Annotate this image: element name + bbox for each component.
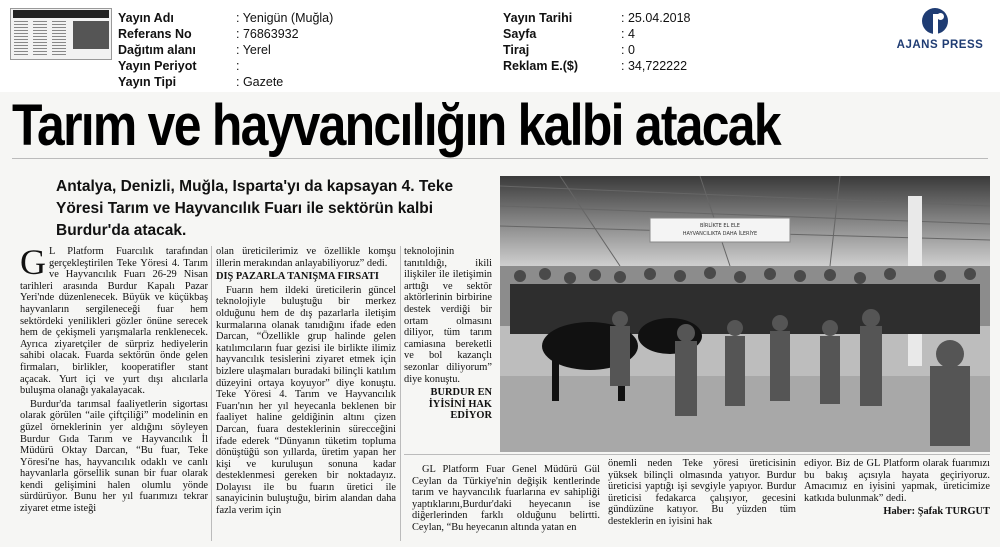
meta-row: Referans No : 76863932 xyxy=(118,27,299,41)
meta-row: Reklam E.($) : 34,722222 xyxy=(503,59,688,73)
article-bottom-column-1 xyxy=(412,464,600,534)
paragraph: Fuarın hem ildeki üreticilerin güncel teknolojiyle buluştuğu bir merkez olduğunu hem de dış pazarlarla iletişim kurmalarına olanak tanıdığını ifade eden Darcan, “Özellikle grup halinde gelen katılımcıların fuar gezisi ile birlikte ilimiz hayvancılık tesislerini ziyaret etmek için bizlere ulaşmaları buradaki bilinçli katılım düzeyini ortaya koyuyor” diye konuştu. Teke Yöresi 4. Tarım ve Hayvancılık Fuarı'nın her yıl heyecanla beklenen bir faaliyet haline geldiğinin altını çizen Darcan, fuara desteklerinin sürecceğini ifade ederek “Dünyanın tüketim topluma dönüştüğü son yıllarda, üretim yapan her kişi ve kuruluşun sonuna kadar desteklenmesi gereken bir noktadayız. Dolayısı ile bu fuarın üretici ile sanayicinin buluştuğu, birim alandan daha fazla verim için xyxy=(216,284,396,517)
meta-row: Yayın Tarihi : 25.04.2018 xyxy=(503,11,691,25)
meta-row: Sayfa : 4 xyxy=(503,27,635,41)
fair-photo[interactable] xyxy=(500,176,990,452)
paragraph: olan üreticilerimiz ve özellikle komşu illerin merakından anlayabiliyoruz” dedi. xyxy=(216,246,396,269)
logo-mark-icon xyxy=(922,8,948,34)
divider xyxy=(404,454,990,455)
paragraph: ediyor. Biz de GL Platform olarak fuarımızı bu bakış açısıyla hayata geçiriyoruz. Amacımız en iyisini yapmak, üreticimize katkıda bulunmak” dedi. xyxy=(804,458,990,504)
paragraph: teknolojinin tanıtıldığı, ikili ilişkiler ile iletişimin arttığı ve sektör aktörlerinin birbirine destek verdiği bir ortam olmasını diliyor, tüm tarım camiasına bereketli ve bol kazançlı sezonlar diliyorum” diye konuştu. xyxy=(404,246,492,385)
subheading: DIŞ PAZARLA TANIŞMA FIRSATI xyxy=(216,271,379,283)
divider xyxy=(12,158,988,159)
livestock-crowd-image xyxy=(500,176,990,452)
meta-row: Yayın Periyot : xyxy=(118,59,240,73)
meta-right xyxy=(503,10,691,74)
newspaper-clipping xyxy=(0,92,1000,547)
article-column-2 xyxy=(216,246,396,517)
logo-text: AJANS PRESS xyxy=(896,39,984,51)
paragraph: GL Platform Fuar Genel Müdürü Gül Ceylan da Türkiye'nin değişik kentlerinde tarım ve hayvancılık fuarlarına ev sahipliği yaptıklarını,Burdur'daki heyecanın ise diğerlerinden farklı olduğunu belirtti. Ceylan, “Bu heyecanın altında yatan en xyxy=(412,464,600,533)
paragraph: Burdur'da tarımsal faaliyetlerin sigortası olarak görülen “aile çiftçiliği” modelinin en güzel örneklerinin yer aldığını söyleyen Burdur Gıda Tarım ve Hayvancılık İl Müdürü Oktay Darcan, “Bu fuar, Teke Yöresi'ne has, hayvancılık odaklı ve canlı hayvanlarla görsellik sunan bir fuar olarak kendi gelişimini halen olumlu yönde sürdürüyor. Bunu her yıl fuarımızı tekrar ziyaret etme isteği xyxy=(20,398,208,515)
article-column-3 xyxy=(404,246,492,424)
article-bottom-column-3 xyxy=(804,458,990,518)
subheading: BURDUR EN İYİSİNİ HAK EDİYOR xyxy=(428,387,492,422)
page-thumbnail[interactable] xyxy=(10,8,112,60)
photo-banner-text: HAYVANCILIKTA DAHA İLERİYE xyxy=(682,231,758,237)
article-deck: Antalya, Denizli, Muğla, Isparta'yı da kapsayan 4. Teke Yöresi Tarım ve Hayvancılık Fuarı ile sektörün kalbi Burdur'da atacak. xyxy=(56,178,454,239)
meta-row: Tiraj : 0 xyxy=(503,43,635,57)
paragraph: L Platform Fuarcılık tarafından gerçekleştirilen Teke Yöresi 4. Tarım ve Hayvancılık Fuarı 26-29 Nisan tarihleri arasında Burdur Kapalı Pazar Yeri'nde düzenlenecek. Büyük ve küçükbaş hayvanların sergileneceği fuar hem sektördeki yenilikleri gözler önüne serecek hem de çekişmeli yarışmalarla renklenecek. Ayrıca ziyaretçiler de sürpriz hediyelerin sahibi olacak. Fuarda sektörün önde gelen firmaları, birlikler, kooperatifler stant açacak. Yurt içi ve yurt dışı alıcılarla buluşma olanağı yakalayacak. xyxy=(20,246,208,397)
drop-cap: G xyxy=(20,242,46,282)
clipping-header xyxy=(0,0,1000,92)
meta-row: Yayın Tipi : Gazete xyxy=(118,75,284,89)
article-headline: Tarım ve hayvancılığın kalbi atacak xyxy=(12,93,780,158)
meta-row: Yayın Adı : Yenigün (Muğla) xyxy=(118,11,334,25)
article-bottom-column-2 xyxy=(608,458,796,528)
meta-row: Dağıtım alanı : Yerel xyxy=(118,43,271,57)
paragraph: önemli neden Teke yöresi üreticisinin yüksek bilinçli olmasında yatıyor. Burdur üreticisi yaptığı işi sevgiyle yapıyor. Burdur üreticisi fedakarca çalışıyor, gecesini gündüzüne katıyor. Bu yüzden tüm desteklerin en iyisini hak xyxy=(608,458,796,527)
column-rule xyxy=(400,246,401,541)
column-rule xyxy=(211,246,212,541)
meta-left xyxy=(118,10,333,90)
ajans-press-logo[interactable] xyxy=(890,8,990,52)
photo-banner-text: BİRLİKTE EL ELE xyxy=(700,223,740,229)
article-column-1 xyxy=(20,242,208,515)
byline: Haber: Şafak TURGUT xyxy=(883,506,990,518)
